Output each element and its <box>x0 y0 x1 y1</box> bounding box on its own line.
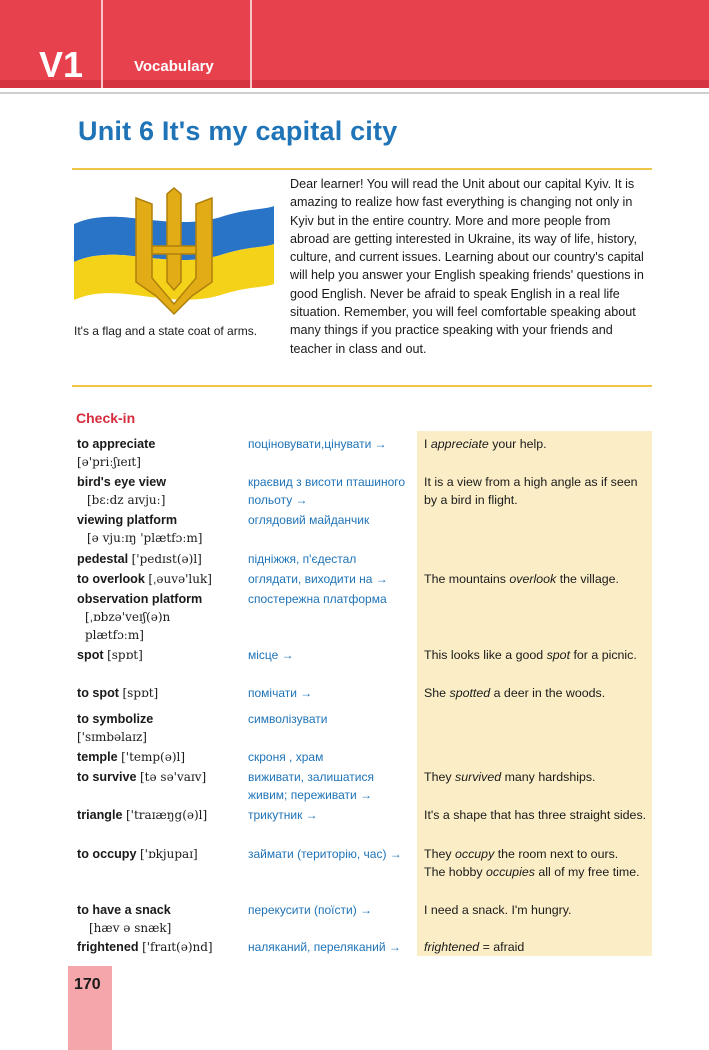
vocab-translation: трикутник → <box>248 808 318 822</box>
checkin-heading: Check-in <box>76 410 136 426</box>
vocab-phonetic: [hæv ə snæk] <box>89 921 172 935</box>
vocab-phonetic: [bɛːdz aɪvjuː] <box>87 493 166 507</box>
vocab-phonetic: [spɒt] <box>107 648 143 662</box>
flag-caption: It's a flag and a state coat of arms. <box>74 324 258 338</box>
vocab-phonetic: ['sɪmbəlaɪz] <box>77 730 147 744</box>
vocab-example: She spotted a deer in the woods. <box>424 686 606 700</box>
vocab-word: to symbolize <box>77 712 154 726</box>
vocab-translation: місце → <box>248 648 294 662</box>
vocab-word: viewing platform <box>77 513 178 527</box>
vocab-word: frightened <box>77 940 139 954</box>
vocab-phonetic: [ˌəuvə'luk] <box>148 572 212 586</box>
vocab-word: to survive <box>77 770 137 784</box>
top-rule <box>0 92 709 94</box>
vocab-translation: скроня , храм <box>248 750 324 764</box>
vocab-translation: займати (територію, час) → <box>248 847 402 861</box>
vocab-translation: краєвид з висоти пташиного польоту → <box>248 475 406 507</box>
vocab-phonetic: [ə vjuːɪŋ 'plætfɔːm] <box>87 531 203 545</box>
vocab-translation: поціновувати,цінувати → <box>248 437 387 451</box>
vocab-word: to overlook <box>77 572 145 586</box>
vocab-example: They survived many hardships. <box>424 770 596 784</box>
vocab-example: They occupy the room next to ours. The hobby occupies all of my free time. <box>424 847 640 879</box>
vocab-example: I need a snack. I'm hungry. <box>424 903 572 917</box>
section-label: Vocabulary <box>134 58 214 75</box>
vocab-translation: підніжжя, п'єдестал <box>248 552 357 566</box>
vocab-word: triangle <box>77 808 123 822</box>
flag-coat-of-arms-image <box>74 186 274 316</box>
vocab-example: It is a view from a high angle as if seen by a bird in flight. <box>424 475 638 507</box>
vocab-word: bird's eye view <box>77 475 167 489</box>
vocab-phonetic: [tə sə'vaɪv] <box>140 770 207 784</box>
vocab-phonetic: ['temp(ə)l] <box>121 750 186 764</box>
vocab-word: observation platform <box>77 592 203 606</box>
page-number: 170 <box>74 976 101 993</box>
vocab-word: to have a snack <box>77 903 171 917</box>
intro-paragraph: Dear learner! You will read the Unit about our capital Kyiv. It is amazing to realize how fast everything is changing not only in Kyiv but in the entire country. More and more people from abroad are getting interested in Ukraine, its way of life, history, culture, and current issues. Learning about our country's capital will help you answer your English speaking friends' questions in good English. Never be afraid to speak English in a real life situation. Remember, you will feel comfortable speaking about many things if you practice speaking with your friends and teacher in class and out. <box>290 177 644 356</box>
vocab-example: frightened = afraid <box>424 940 525 954</box>
vocab-translation: помічати → <box>248 686 313 700</box>
vocab-word: to occupy <box>77 847 137 861</box>
vocab-phonetic: ['fraɪt(ə)nd] <box>142 940 213 954</box>
vocab-translation: спостережна платформа <box>248 592 387 606</box>
vocab-phonetic: ['pedɪst(ə)l] <box>131 552 202 566</box>
vocab-word: temple <box>77 750 118 764</box>
vocab-translation: символізувати <box>248 712 328 726</box>
vocab-phonetic: ['ɒkjupaɪ] <box>139 847 198 861</box>
vocab-example: This looks like a good spot for a picnic. <box>424 648 637 662</box>
header-divider <box>250 0 252 88</box>
unit-header <box>0 0 709 88</box>
vocab-word: spot <box>77 648 104 662</box>
header-divider <box>101 0 103 88</box>
vocab-phonetic: [ə'priːʃɪeɪt] <box>77 455 141 469</box>
vocab-example: The mountains overlook the village. <box>424 572 619 586</box>
vocab-word: pedestal <box>77 552 129 566</box>
divider <box>72 168 652 170</box>
vocab-phonetic: ['traɪæŋg(ə)l] <box>126 808 208 822</box>
vocab-phonetic: [ˌɒbzə'veɪʃ(ə)n plætfɔːm] <box>85 610 171 642</box>
vocab-phonetic: [spɒt] <box>122 686 159 700</box>
page-title: Unit 6 It's my capital city <box>78 116 398 146</box>
vocab-translation: наляканий, переляканий → <box>248 940 401 954</box>
vocab-translation: перекусити (поїсти) → <box>248 903 373 917</box>
vocab-example: It's a shape that has three straight sides. <box>424 808 647 822</box>
unit-code: V1 <box>38 44 84 85</box>
divider <box>72 385 652 387</box>
header-band <box>0 80 709 88</box>
vocab-translation: оглядовий майданчик <box>248 513 370 527</box>
vocab-word: to appreciate <box>77 437 156 451</box>
vocab-translation: оглядати, виходити на → <box>248 572 388 586</box>
vocab-translation: виживати, залишатися живим; переживати → <box>248 770 374 802</box>
vocab-example: I appreciate your help. <box>424 437 547 451</box>
vocab-word: to spot <box>77 686 119 700</box>
